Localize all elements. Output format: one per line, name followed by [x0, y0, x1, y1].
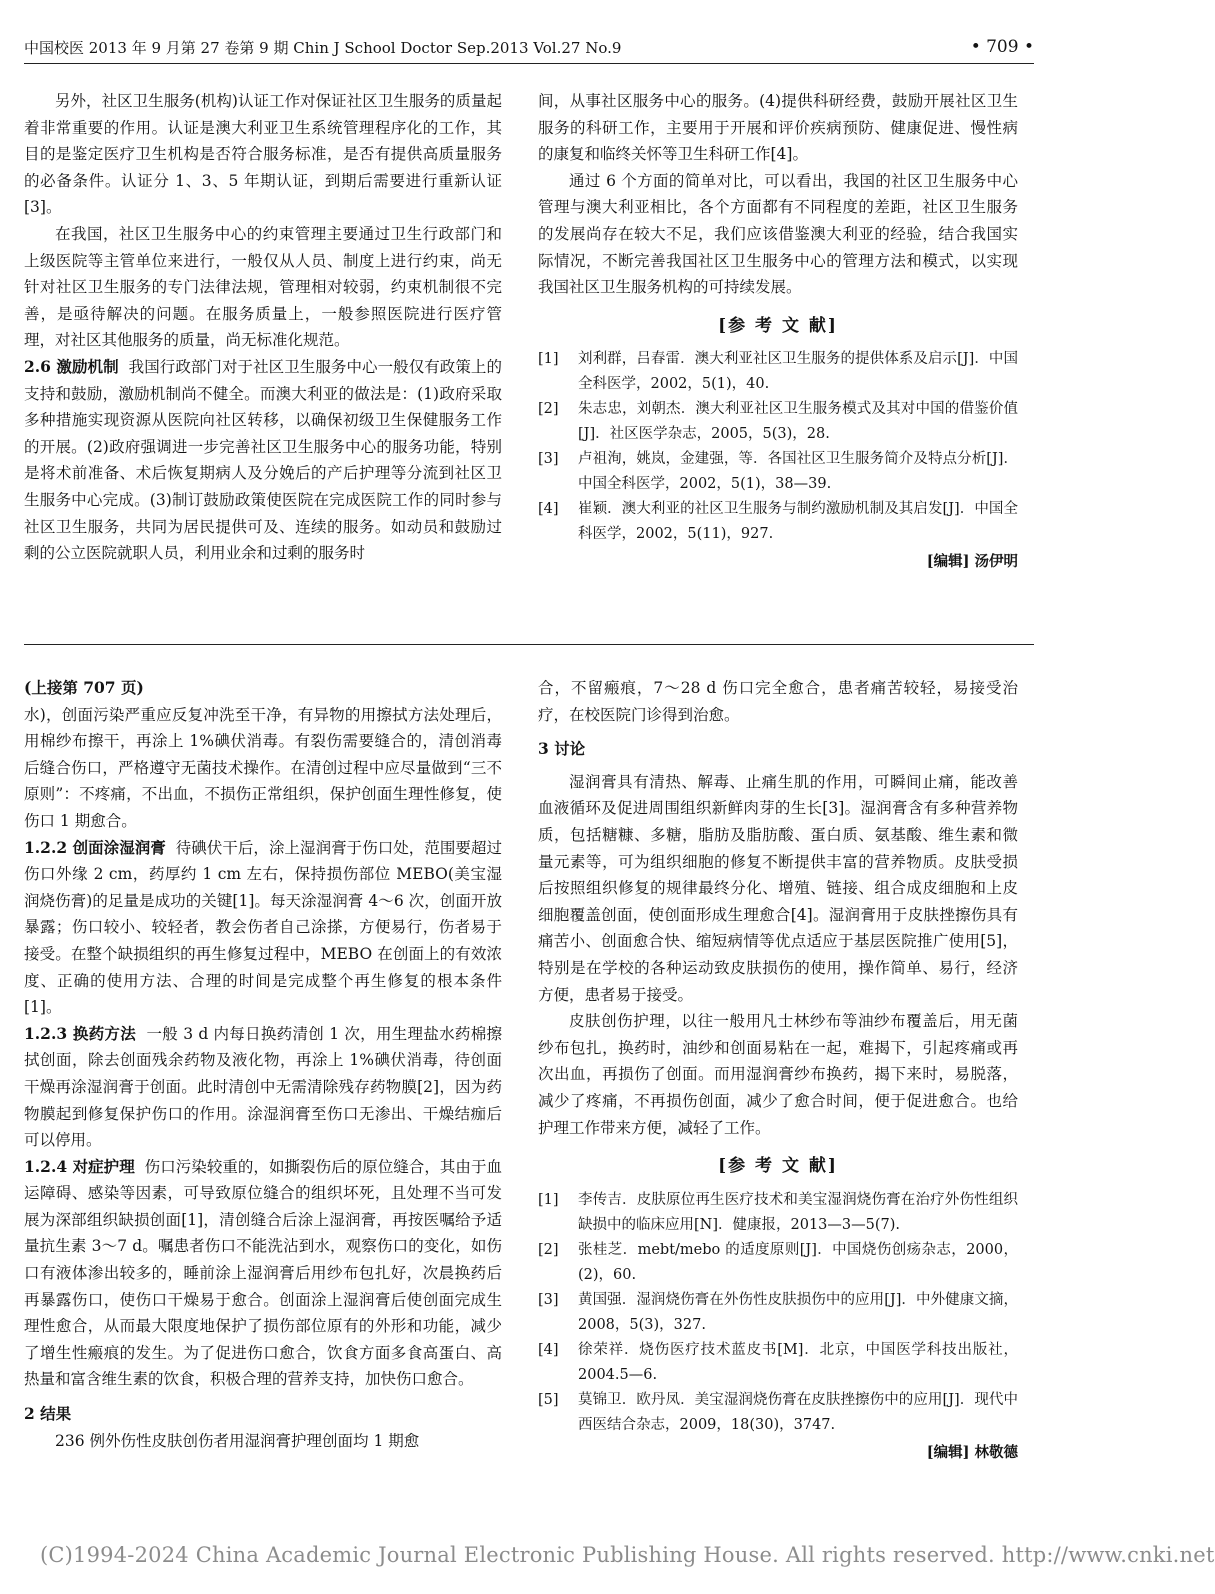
- reference-text: 黄国强．湿润烧伤膏在外伤性皮肤损伤中的应用[J]．中外健康文摘，2008，5(3)，327.: [578, 1291, 1018, 1333]
- top-left-column: [24, 88, 502, 567]
- bottom-right-column: [538, 675, 1018, 1466]
- editor-credit: [编辑] 汤伊明: [926, 553, 1018, 571]
- paragraph: 水)，创面污染严重应反复冲洗至干净，有异物的用擦拭方法处理后，用棉纱布擦干，再涂上 1%碘伏消毒。有裂伤需要缝合的，清创消毒后缝合伤口，严格遵守无菌技术操作。在清创过程中应尽量做到“三不原则”：不疼痛，不出血，不损伤正常组织，保护创面生理性修复，使伤口 1 期愈合。: [24, 705, 502, 830]
- reference-item: [538, 347, 1018, 397]
- reference-list: [538, 1188, 1018, 1438]
- reference-number: [2]: [538, 401, 559, 418]
- reference-item: [538, 397, 1018, 447]
- subsection-text: 伤口污染较重的，如撕裂伤后的原位缝合，其由于血运障碍、感染等因素，可导致原位缝合的组织坏死，且处理不当可发展为深部组织缺损创面[1]，清创缝合后涂上湿润膏，再按医嘱给予适量抗生素 3～7 d。嘱患者伤口不能洗沾到水，观察伤口的变化，如伤口有液体渗出较多的，睡前涂上湿润膏后用纱布包扎好，次晨换药后再暴露伤口，使伤口干燥易于愈合。创面涂上湿润膏后使创面完成生理性愈合，从而最大限度地保护了损伤部位原有的外形和功能，减少了增生性瘢痕的发生。为了促进伤口愈合，饮食方面多食高蛋白、高热量和富含维生素的饮食，积极合理的营养支持，加快伤口愈合。: [24, 1157, 502, 1389]
- reference-text: 莫锦卫．欧丹凤．美宝湿润烧伤膏在皮肤挫擦伤中的应用[J]．现代中西医结合杂志，2009，18(30)，3747.: [578, 1391, 1018, 1433]
- subsection-heading: 1.2.3 换药方法: [24, 1023, 137, 1043]
- reference-item: [538, 1388, 1018, 1438]
- paragraph: 合，不留瘢痕，7～28 d 伤口完全愈合，患者痛苦较轻，易接受治疗，在校医院门诊得到治愈。: [538, 679, 1018, 724]
- paragraph: 另外，社区卫生服务(机构)认证工作对保证社区卫生服务的质量起着非常重要的作用。认证是澳大利亚卫生系统管理程序化的工作，其目的是鉴定医疗卫生机构是否符合服务标准，是否有提供高质量服务的必备条件。认证分 1、3、5 年期认证，到期后需要进行重新认证[3]。: [24, 92, 502, 217]
- reference-item: [538, 447, 1018, 497]
- paragraphs: [24, 702, 502, 1393]
- paragraph: 在我国，社区卫生服务中心的约束管理主要通过卫生行政部门和上级医院等主管单位来进行，一般仅从人员、制度上进行约束，尚无针对社区卫生服务的专门法律法规，管理相对较弱，约束机制很不完善，是亟待解决的问题。在服务质量上，一般参照医院进行医疗管理，对社区其他服务的质量，尚无标准化规范。: [24, 224, 502, 350]
- subsection-heading: 1.2.4 对症护理: [24, 1156, 135, 1176]
- paragraphs: [538, 675, 1018, 1141]
- editor-credit: [编辑] 林敬德: [926, 1443, 1018, 1461]
- section-heading: 2.6 激励机制: [24, 356, 119, 376]
- journal-citation: 中国校医 2013 年 9 月第 27 卷第 9 期 Chin J School Doctor Sep.2013 Vol.27 No.9: [24, 39, 622, 57]
- reference-text: 崔颖．澳大利亚的社区卫生服务与制约激励机制及其启发[J]．中国全科医学，2002，5(11)，927.: [578, 501, 1018, 543]
- subsection: [24, 1021, 502, 1154]
- paragraph: 湿润膏具有清热、解毒、止痛生肌的作用，可瞬间止痛，能改善血液循环及促进周围组织新鲜肉芽的生长[3]。湿润膏含有多种营养物质，包括糖糠、多糖，脂肪及脂肪酸、蛋白质、氨基酸、维生素和微量元素等，可为组织细胞的修复不断提供丰富的营养物质。皮肤受损后按照组织修复的规律最终分化、增殖、链接、组合成皮细胞和上皮细胞覆盖创面，使创面形成生理愈合[4]。湿润膏用于皮肤挫擦伤具有痛苦小、创面愈合快、缩短病情等优点适应于基层医院推广使用[5]，特别是在学校的各种运动致皮肤损伤的使用，操作简单、易行，经济方便，患者易于接受。: [538, 772, 1018, 1004]
- header-rule: [24, 63, 1034, 64]
- article-divider: [24, 644, 1034, 645]
- subsection: [24, 1154, 502, 1393]
- reference-item: [538, 1188, 1018, 1238]
- paragraph: 236 例外伤性皮肤创伤者用湿润膏护理创面均 1 期愈: [55, 1431, 420, 1450]
- reference-item: [538, 1338, 1018, 1388]
- running-header: [24, 37, 1034, 59]
- subsection-text: 一般 3 d 内每日换药清创 1 次，用生理盐水药棉擦拭创面，除去创面残余药物及液化物，再涂上 1%碘伏消毒，待创面干燥再涂湿润膏于创面。此时清创中无需清除残存药物膜[2]，因为药物膜起到修复保护伤口的作用。涂湿润膏至伤口无渗出、干燥结痂后可以停用。: [24, 1024, 502, 1150]
- continued-from: (上接第 707 页): [24, 678, 144, 697]
- reference-number: [2]: [538, 1241, 559, 1258]
- reference-number: [4]: [538, 501, 559, 518]
- subsection: [24, 835, 502, 1021]
- copyright-watermark: (C)1994-2024 China Academic Journal Electronic Publishing House. All rights reserved. http://www.cnki.net: [40, 1543, 1215, 1567]
- reference-number: [3]: [538, 1291, 559, 1308]
- section-heading: 3 讨论: [538, 739, 586, 759]
- paragraph: 间，从事社区服务中心的服务。(4)提供科研经费，鼓励开展社区卫生服务的科研工作，主要用于开展和评价疾病预防、健康促进、慢性病的康复和临终关怀等卫生科研工作[4]。: [538, 92, 1018, 164]
- subsection-text: 待碘伏干后，涂上湿润膏于伤口处，范围要超过伤口外缘 2 cm，药厚约 1 cm 左右，保持损伤部位 MEBO(美宝湿润烧伤膏)的足量是成功的关键[1]。每天涂湿润膏 4～6 次，创面开放暴露；伤口较小、较轻者，教会伤者自己涂搽，方便易行，伤者易于接受。在整个缺损组织的再生修复过程中，MEBO 在创面上的有效浓度、正确的使用方法、合理的时间是完成整个再生修复的根本条件[1]。: [24, 838, 502, 1017]
- reference-item: [538, 1238, 1018, 1288]
- reference-text: 李传吉．皮肤原位再生医疗技术和美宝湿润烧伤膏在治疗外伤性组织缺损中的临床应用[N]．健康报，2013—3—5(7).: [578, 1191, 1018, 1233]
- section-heading: 2 结果: [24, 1404, 72, 1424]
- reference-list: [538, 347, 1018, 547]
- reference-text: 刘利群，吕春雷．澳大利亚社区卫生服务的提供体系及启示[J]．中国全科医学，2002，5(1)，40.: [578, 351, 1018, 393]
- section-text: 我国行政部门对于社区卫生服务中心一般仅有政策上的支持和鼓励，激励机制尚不健全。而澳大利亚的做法是：(1)政府采取多种措施实现资源从医院向社区转移，以确保初级卫生保健服务工作的开展。(2)政府强调进一步完善社区卫生服务中心的服务功能，特别是将术前准备、术后恢复期病人及分娩后的产后护理等分流到社区卫生服务中心完成。(3)制订鼓励政策使医院在完成医院工作的同时参与社区卫生服务，共同为居民提供可及、连续的服务。如动员和鼓励过剩的公立医院就职人员，利用业余和过剩的服务时: [24, 357, 502, 563]
- references-title: [参 考 文 献]: [718, 1156, 838, 1177]
- reference-text: 张桂芝．mebt/mebo 的适度原则[J]．中国烧伤创疡杂志，2000，(2)，60.: [578, 1241, 1018, 1283]
- page-number: • 709 •: [970, 37, 1034, 57]
- reference-number: [1]: [538, 351, 559, 368]
- section-2-6: [24, 354, 502, 567]
- paragraph: 皮肤创伤护理，以往一般用凡士林纱布等油纱布覆盖后，用无菌纱布包扎，换药时，油纱和创面易粘在一起，难揭下，引起疼痛或再次出血，再损伤了创面。而用湿润膏纱布换药，揭下来时，易脱落，减少了疼痛，不再损伤创面，减少了愈合时间，便于促进愈合。也给护理工作带来方便，减轻了工作。: [538, 1012, 1018, 1137]
- reference-text: 朱志忠，刘朝杰．澳大利亚社区卫生服务模式及其对中国的借鉴价值[J]．社区医学杂志，2005，5(3)，28.: [578, 401, 1018, 443]
- reference-text: 徐荣祥．烧伤医疗技术蓝皮书[M]．北京，中国医学科技出版社，2004.5—6.: [578, 1341, 1018, 1383]
- reference-number: [4]: [538, 1341, 559, 1358]
- paragraph: 通过 6 个方面的简单对比，可以看出，我国的社区卫生服务中心管理与澳大利亚相比，各个方面都有不同程度的差距，社区卫生服务的发展尚存在较大不足，我们应该借鉴澳大利亚的经验，结合我国实际情况，不断完善我国社区卫生服务中心的管理方法和模式，以实现我国社区卫生服务机构的可持续发展。: [538, 171, 1018, 297]
- bottom-left-column: [24, 675, 502, 1454]
- reference-number: [1]: [538, 1191, 559, 1208]
- reference-number: [5]: [538, 1391, 559, 1408]
- reference-text: 卢祖洵，姚岚，金建强，等．各国社区卫生服务简介及特点分析[J]．中国全科医学，2002，5(1)，38—39.: [578, 451, 1018, 493]
- subsection-heading: 1.2.2 创面涂湿润膏: [24, 837, 166, 857]
- top-right-column: [538, 88, 1018, 575]
- references-title: [参 考 文 献]: [718, 315, 838, 336]
- reference-item: [538, 497, 1018, 547]
- reference-item: [538, 1288, 1018, 1338]
- reference-number: [3]: [538, 451, 559, 468]
